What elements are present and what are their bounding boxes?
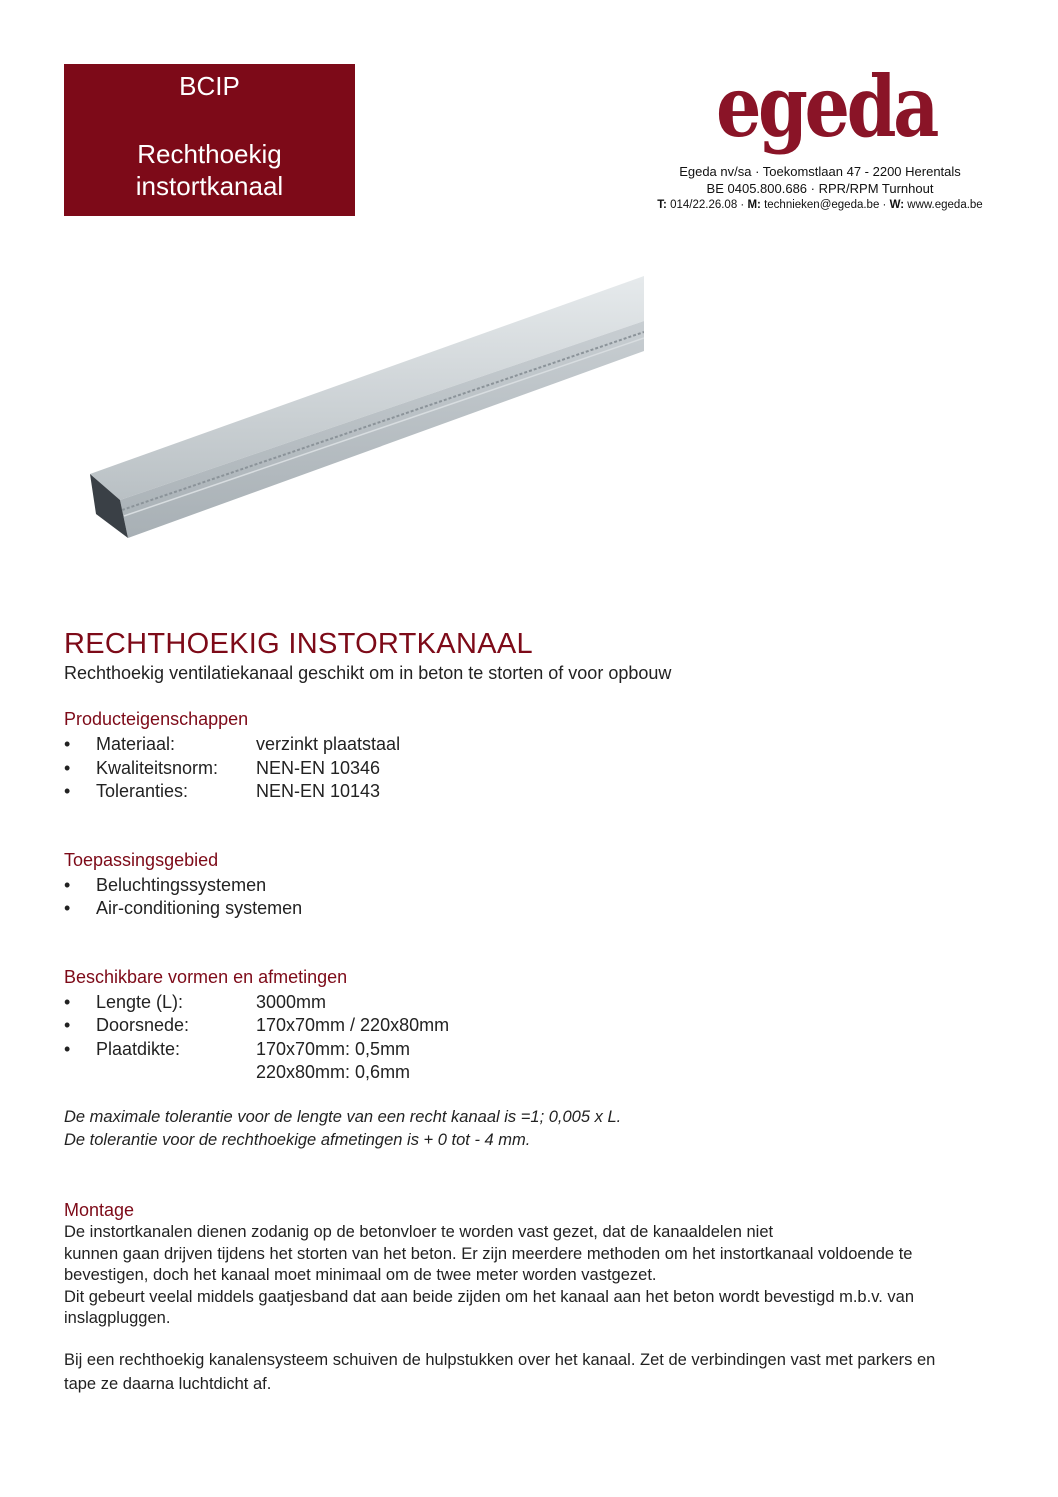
tolerance-note: De tolerantie voor de rechthoekige afmetingen is + 0 tot - 4 mm. xyxy=(64,1131,531,1149)
bullet: • xyxy=(64,781,71,801)
dimension-value: 170x70mm: 0,5mm xyxy=(256,1039,411,1059)
text-line: tape ze daarna luchtdicht af. xyxy=(64,1374,272,1393)
application-heading: Toepassingsgebied xyxy=(64,850,219,870)
property-value: NEN-EN 10346 xyxy=(256,758,381,778)
application-item: Air-conditioning systemen xyxy=(96,898,303,918)
montage-paragraph-2 xyxy=(64,1350,994,1395)
product-code: BCIP xyxy=(179,71,240,101)
properties-heading: Producteigenschappen xyxy=(64,709,249,729)
text-line: inslagpluggen. xyxy=(64,1309,171,1327)
property-key: Materiaal: xyxy=(96,734,176,754)
bullet: • xyxy=(64,875,71,895)
phone-label: T: xyxy=(657,199,667,211)
subtitle: Rechthoekig ventilatiekanaal geschikt om in beton te storten of voor opbouw xyxy=(64,663,672,683)
property-value: NEN-EN 10143 xyxy=(256,781,381,801)
montage-heading: Montage xyxy=(64,1200,135,1220)
egeda-logo: egeda xyxy=(716,57,936,156)
property-key: Toleranties: xyxy=(96,781,189,801)
tolerance-note: De maximale tolerantie voor de lengte van een recht kanaal is =1; 0,005 x L. xyxy=(64,1108,622,1126)
phone: 014/22.26.08 · xyxy=(670,199,745,211)
dimension-key: Lengte (L): xyxy=(96,992,184,1012)
dimension-key: Doorsnede: xyxy=(96,1015,190,1035)
web-label: W: xyxy=(889,199,905,211)
bullet: • xyxy=(64,992,71,1012)
title-line2: instortkanaal xyxy=(135,171,284,201)
text-line: kunnen gaan drijven tijdens het storten van het beton. Er zijn meerdere methoden om het instortkanaal voldoende te xyxy=(64,1244,913,1263)
bullet: • xyxy=(64,1015,71,1035)
title-line1: Rechthoekig xyxy=(137,139,282,169)
text-line: Dit gebeurt veelal middels gaatjesband dat aan beide zijden om het kanaal aan het beton wordt bevestigd m.b.v. van xyxy=(64,1287,914,1306)
bullet: • xyxy=(64,734,71,754)
dimension-key: Plaatdikte: xyxy=(96,1039,181,1059)
page-title: RECHTHOEKIG INSTORTKANAAL xyxy=(64,628,533,660)
dimension-value: 220x80mm: 0,6mm xyxy=(256,1062,411,1082)
application-item: Beluchtingssystemen xyxy=(96,875,267,895)
address-line: Egeda nv/sa · Toekomstlaan 47 - 2200 Herentals xyxy=(679,164,961,179)
title-box xyxy=(64,64,355,216)
dimension-value: 3000mm xyxy=(256,992,327,1012)
website[interactable]: www.egeda.be xyxy=(907,199,983,211)
email[interactable]: technieken@egeda.be · xyxy=(764,199,887,211)
text-line: De instortkanalen dienen zodanig op de betonvloer te worden vast gezet, dat de kanaaldelen niet xyxy=(64,1223,774,1241)
email-label: M: xyxy=(747,199,761,211)
bullet: • xyxy=(64,758,71,778)
property-key: Kwaliteitsnorm: xyxy=(96,758,219,778)
property-value: verzinkt plaatstaal xyxy=(256,734,401,754)
registration-line: BE 0405.800.686 · RPR/RPM Turnhout xyxy=(706,181,934,196)
dimension-value: 170x70mm / 220x80mm xyxy=(256,1015,450,1035)
text-line: Bij een rechthoekig kanalensysteem schuiven de hulpstukken over het kanaal. Zet de verbindingen vast met parkers en xyxy=(64,1351,936,1369)
contact-line xyxy=(620,197,1020,214)
bullet: • xyxy=(64,1039,71,1059)
dimensions-heading: Beschikbare vormen en afmetingen xyxy=(64,967,348,987)
product-image xyxy=(90,276,644,586)
text-line: bevestigen, doch het kanaal moet minimaal om de twee meter worden vastgezet. xyxy=(64,1266,657,1284)
company-address xyxy=(620,163,1020,214)
montage-paragraph xyxy=(64,1222,994,1330)
bullet: • xyxy=(64,898,71,918)
